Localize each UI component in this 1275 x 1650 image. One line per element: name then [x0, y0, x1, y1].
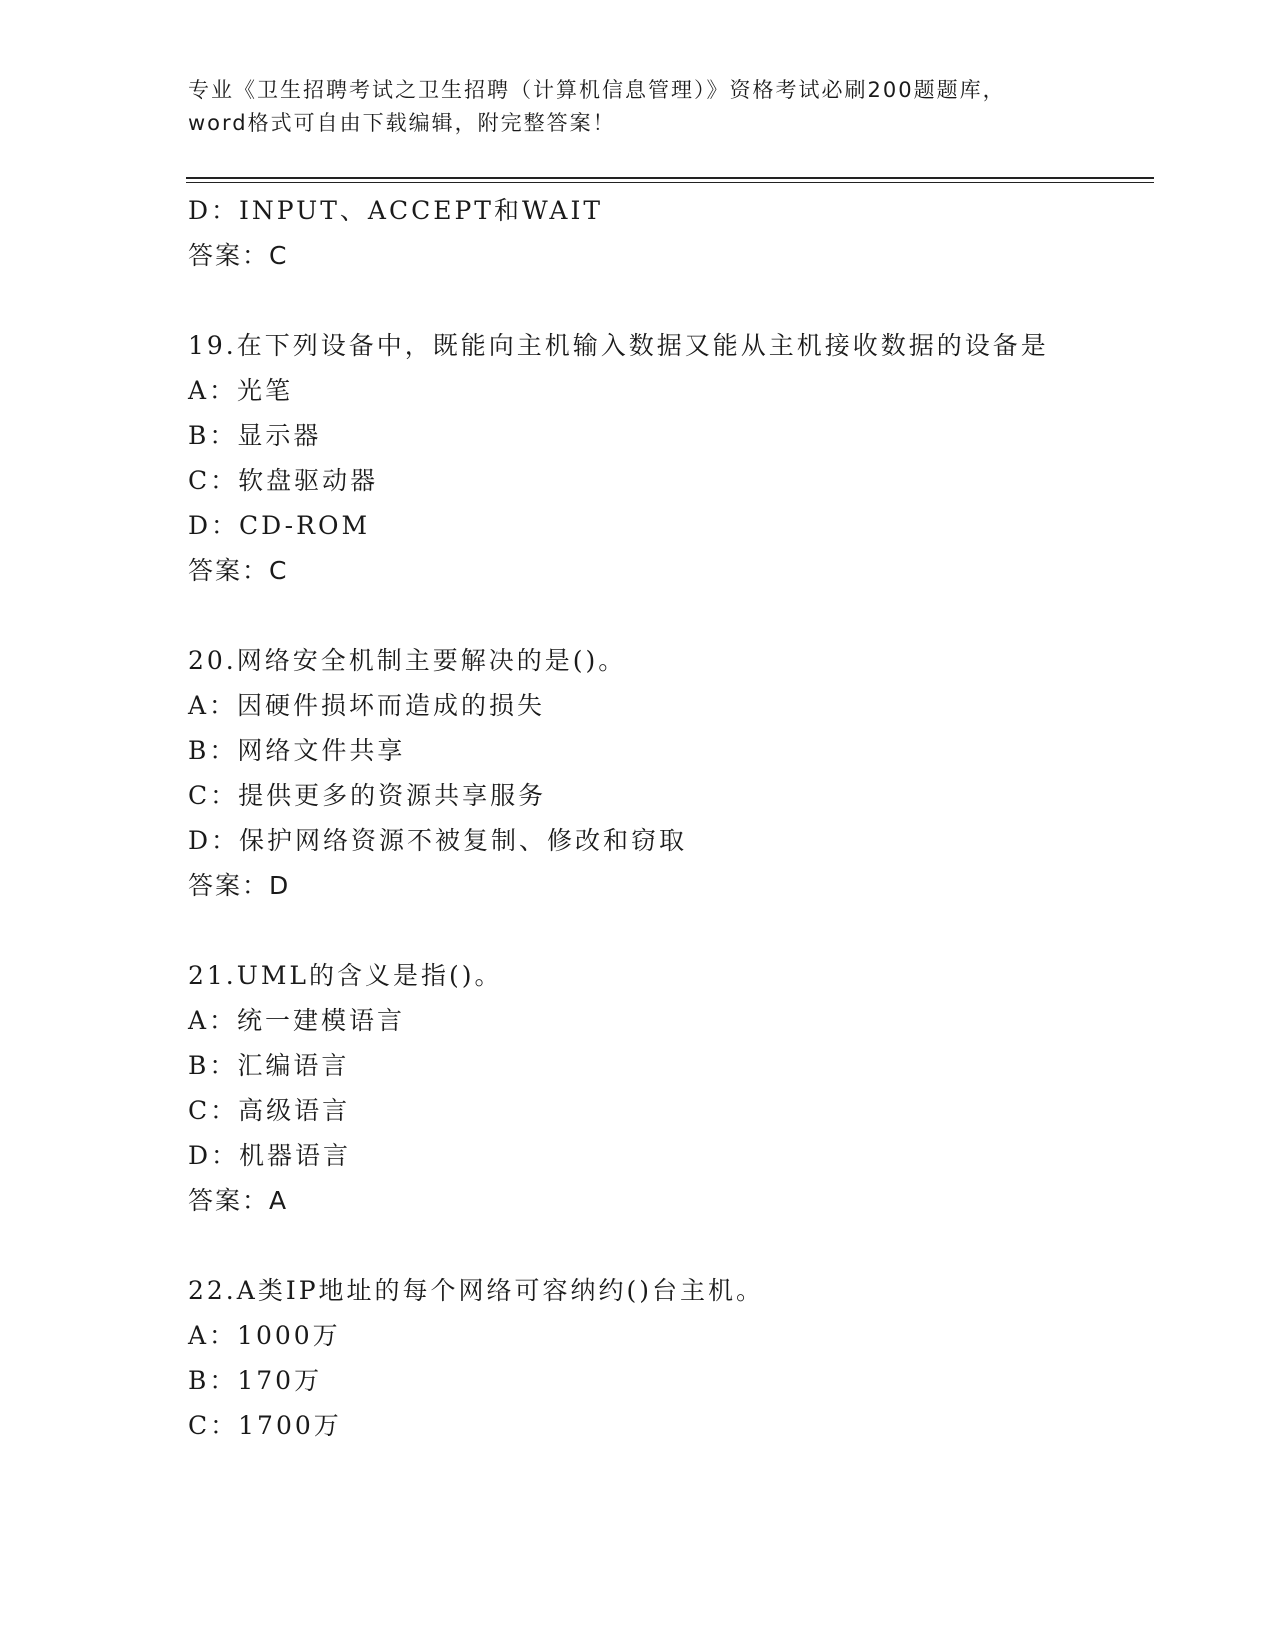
- answer-option: C：提供更多的资源共享服务: [188, 781, 547, 810]
- answer-option: B：显示器: [188, 421, 322, 450]
- answer-key: 答案：C: [188, 556, 289, 585]
- answer-key: 答案：D: [188, 871, 291, 900]
- answer-option: B：网络文件共享: [188, 736, 406, 765]
- question-text: 19.在下列设备中，既能向主机输入数据又能从主机接收数据的设备是: [188, 331, 1049, 360]
- question-spacer: [188, 1223, 1148, 1268]
- answer-option: A：光笔: [188, 376, 294, 405]
- answer-option: D：CD-ROM: [188, 511, 371, 540]
- answer-option: C：软盘驱动器: [188, 466, 379, 495]
- question-spacer: [188, 908, 1148, 953]
- answer-option: B：170万: [188, 1366, 323, 1395]
- answer-option: D：INPUT、ACCEPT和WAIT: [188, 196, 604, 225]
- answer-option: D：保护网络资源不被复制、修改和窃取: [188, 826, 688, 855]
- answer-option: B：汇编语言: [188, 1051, 350, 1080]
- question-text: 20.网络安全机制主要解决的是()。: [188, 646, 627, 675]
- answer-option: D：机器语言: [188, 1141, 352, 1170]
- header-line-1: 专业《卫生招聘考试之卫生招聘（计算机信息管理）》资格考试必刷200题题库，: [188, 78, 1006, 102]
- answer-key: 答案：A: [188, 1186, 289, 1215]
- header-line-2: word格式可自由下载编辑，附完整答案！: [188, 111, 616, 135]
- question-text: 22.A类IP地址的每个网络可容纳约()台主机。: [188, 1276, 765, 1305]
- answer-option: A：因硬件损坏而造成的损失: [188, 691, 546, 720]
- answer-option: A：统一建模语言: [188, 1006, 406, 1035]
- header-divider-thin: [186, 182, 1154, 183]
- question-spacer: [188, 593, 1148, 638]
- question-text: 21.UML的含义是指()。: [188, 961, 503, 990]
- answer-key: 答案：C: [188, 241, 289, 270]
- header-divider-thick: [186, 177, 1154, 179]
- answer-option: A：1000万: [188, 1321, 341, 1350]
- document-header: [188, 74, 1088, 140]
- answer-option: C：高级语言: [188, 1096, 351, 1125]
- question-list: [188, 188, 1148, 1448]
- answer-option: C：1700万: [188, 1411, 342, 1440]
- question-spacer: [188, 278, 1148, 323]
